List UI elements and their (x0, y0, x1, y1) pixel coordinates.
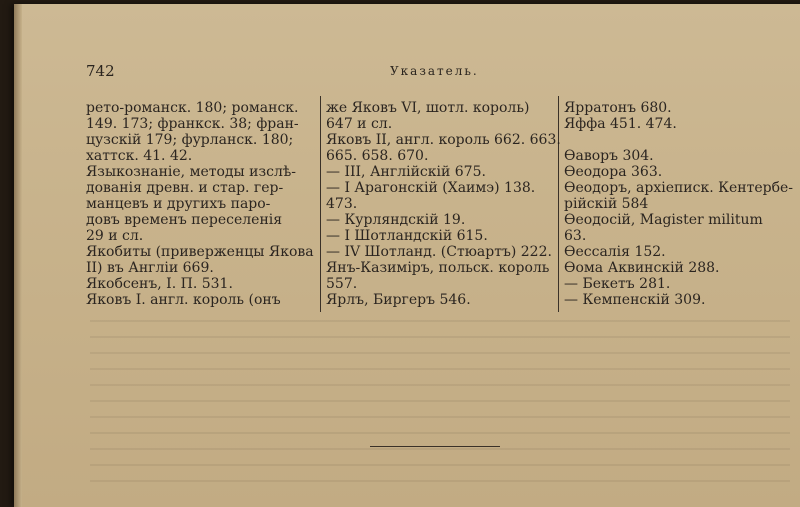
index-line: 647 и сл. (326, 116, 393, 132)
index-line: хаттск. 41. 42. (86, 148, 193, 164)
index-line: Ѳеодоръ, архіеписк. Кентербе- (564, 180, 794, 196)
footer-rule (370, 446, 500, 447)
index-line: — III, Англійскій 675. (326, 164, 486, 180)
index-line: манцевъ и другихъ паро- (86, 196, 271, 212)
index-line: Якобсенъ, I. П. 531. (86, 276, 233, 292)
index-line: довъ временъ переселенія (86, 212, 283, 228)
index-line (564, 132, 800, 148)
index-line: 557. (326, 276, 358, 292)
index-line: — Кемпенскій 309. (564, 292, 706, 308)
index-line: рето-романск. 180; романск. (86, 100, 299, 116)
index-line: 473. (326, 196, 358, 212)
index-line: Яффа 451. 474. (564, 116, 677, 132)
index-line: — Курляндскій 19. (326, 212, 466, 228)
index-line: — IV Шотланд. (Стюартъ) 222. (326, 244, 552, 260)
page-number: 742 (86, 62, 115, 80)
index-line: — Бекетъ 281. (564, 276, 671, 292)
index-line: — I Шотландскій 615. (326, 228, 488, 244)
index-line: Яковъ II, англ. король 662. 663. (326, 132, 561, 148)
index-line: Ярлъ, Биргеръ 546. (326, 292, 471, 308)
running-title: Указатель. (390, 64, 479, 78)
index-line: цузскій 179; фурланск. 180; (86, 132, 294, 148)
index-line: Ярратонъ 680. (564, 100, 672, 116)
index-line: Ѳеодосій, Magister militum (564, 212, 763, 228)
index-line: 665. 658. 670. (326, 148, 429, 164)
index-line: II) въ Англіи 669. (86, 260, 214, 276)
index-line: дованія древн. и стар. гер- (86, 180, 284, 196)
index-line: Языкознаніе, методы изслѣ- (86, 164, 297, 180)
index-column-1 (86, 100, 326, 308)
index-line: Ѳома Аквинскій 288. (564, 260, 720, 276)
index-line: Яковъ I. англ. король (онъ (86, 292, 281, 308)
index-line: Ѳаворъ 304. (564, 148, 654, 164)
index-line: Якобиты (приверженцы Якова (86, 244, 314, 260)
index-line: 63. (564, 228, 587, 244)
index-line: 29 и сл. (86, 228, 144, 244)
index-line: Ѳеодора 363. (564, 164, 663, 180)
index-line: же Яковъ VI, шотл. король) (326, 100, 530, 116)
index-line: рійскій 584 (564, 196, 649, 212)
index-line: 149. 173; франкск. 38; фран- (86, 116, 299, 132)
index-line: Ѳессалія 152. (564, 244, 666, 260)
index-column-2 (326, 100, 561, 308)
index-line: — I Арагонскій (Хаимэ) 138. (326, 180, 536, 196)
index-line: Янъ-Казиміръ, польск. король (326, 260, 550, 276)
index-column-3 (564, 100, 800, 308)
show-through-text (90, 320, 790, 490)
page-header (0, 62, 800, 86)
